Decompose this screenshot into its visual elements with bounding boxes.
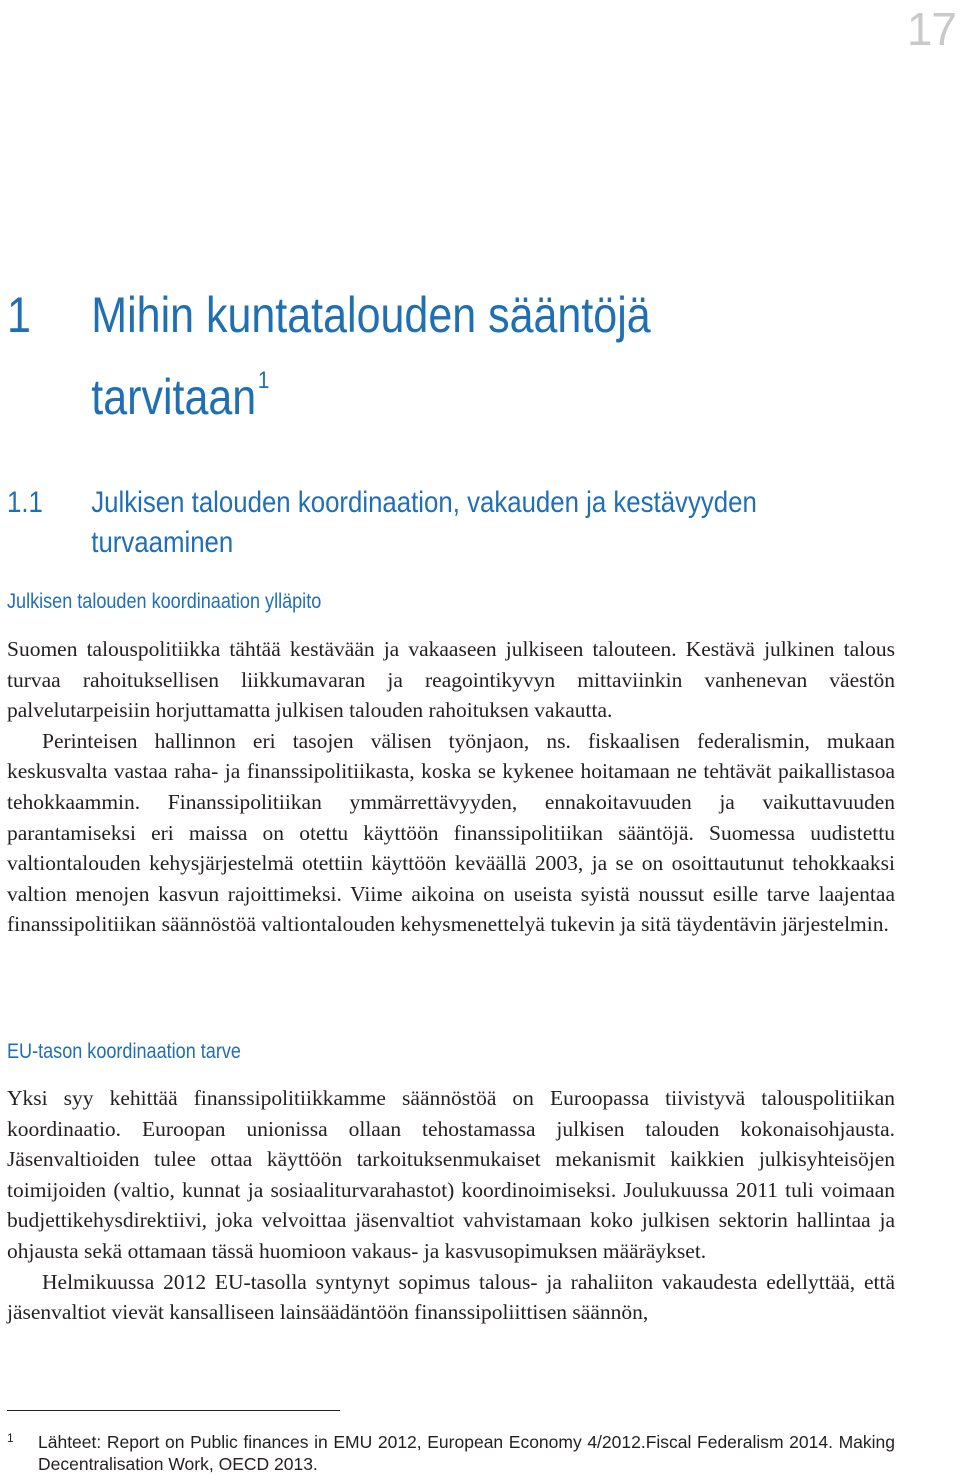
chapter-heading: [7, 282, 651, 430]
footnote-divider: [7, 1410, 340, 1411]
chapter-title-line1: Mihin kuntatalouden sääntöjä: [91, 287, 651, 343]
footnote-mark: 1: [7, 1431, 14, 1445]
section-heading: [7, 483, 757, 563]
footnote: [7, 1431, 895, 1475]
paragraph: Suomen talouspolitiikka tähtää kestävään ja vakaaseen julkiseen talouteen. Kestävä julkinen talous turvaa rahoituksellisen liikkumavaran ja reagointikyvyn mittaviinkin vanhenevan väestön palvelutarpeisiin horjuttamatta julkisen talouden rahoituksen vakautta.: [7, 637, 895, 723]
chapter-title-line2: tarvitaan: [91, 369, 257, 425]
paragraph: Helmikuussa 2012 EU-tasolla syntynyt sopimus talous- ja rahaliiton vakaudesta edellyttää, että jäsenvaltiot vievät kansalliseen lainsäädäntöön finanssipoliittisen säännön,: [7, 1269, 895, 1325]
chapter-footnote-ref[interactable]: 1: [257, 367, 270, 394]
page-number: 17: [906, 3, 956, 55]
paragraph: Yksi syy kehittää finanssipolitiikkamme säännöstöä on Euroopassa tiivistyvä talouspolitiikan koordinaatio. Euroopan unionissa ollaan tehostamassa julkisen talouden kokonaisohjausta. Jäsenvaltioiden tulee ottaa käyttöön tarkoituksenmukaiset mekanismit kaikkien julkisyhteisöjen toimijoiden (valtio, kunnat ja sosiaaliturvarahastot) koordinoimiseksi. Joulukuussa 2011 tuli voimaan budjettikehysdirektiivi, joka velvoittaa jäsenvaltiot vahvistamaan koko julkisen sektorin hallintaa ja ohjausta sekä ottamaan tässä huomioon vakaus- ja kasvusopimuksen määräykset.: [7, 1086, 895, 1263]
footnote-text: Lähteet: Report on Public finances in EMU 2012, European Economy 4/2012.Fiscal Federalism 2014. Making Decentralisation Work, OECD 2013.: [38, 1432, 895, 1474]
section-title-line1: Julkisen talouden koordinaation, vakauden ja kestävyyden: [91, 486, 757, 519]
section-title-line2: turvaaminen: [91, 526, 234, 559]
body-text-coordination: [7, 634, 895, 940]
subsection-heading-eu: EU-tason koordinaation tarve: [7, 1040, 241, 1063]
paragraph: Perinteisen hallinnon eri tasojen välisen työnjaon, ns. fiskaalisen federalismin, mukaan keskusvalta vastaa raha- ja finanssipolitiikasta, koska se kykenee hoitamaan ne tehtävät paikallistasoa tehokkaammin. Finanssipolitiikan ymmärrettävyyden, ennakoitavuuden ja vaikuttavuuden parantamiseksi eri maissa on otettu käyttöön finanssipolitiikan sääntöjä. Suomessa uudistettu valtiontalouden kehysjärjestelmä otettiin käyttöön keväällä 2003, ja se on osoittautunut tehokkaaksi valtion menojen kasvun rajoittimeksi. Viime aikoina on useista syistä noussut esille tarve laajentaa finanssipolitiikan säännöstöä valtiontalouden kehysmenettelyä tukevin ja sitä täydentävin järjestelmin.: [7, 728, 895, 937]
subsection-heading-coordination: Julkisen talouden koordinaation ylläpito: [7, 590, 322, 613]
body-text-eu: [7, 1083, 895, 1328]
section-number: 1.1: [7, 486, 43, 519]
chapter-number: 1: [7, 287, 31, 343]
